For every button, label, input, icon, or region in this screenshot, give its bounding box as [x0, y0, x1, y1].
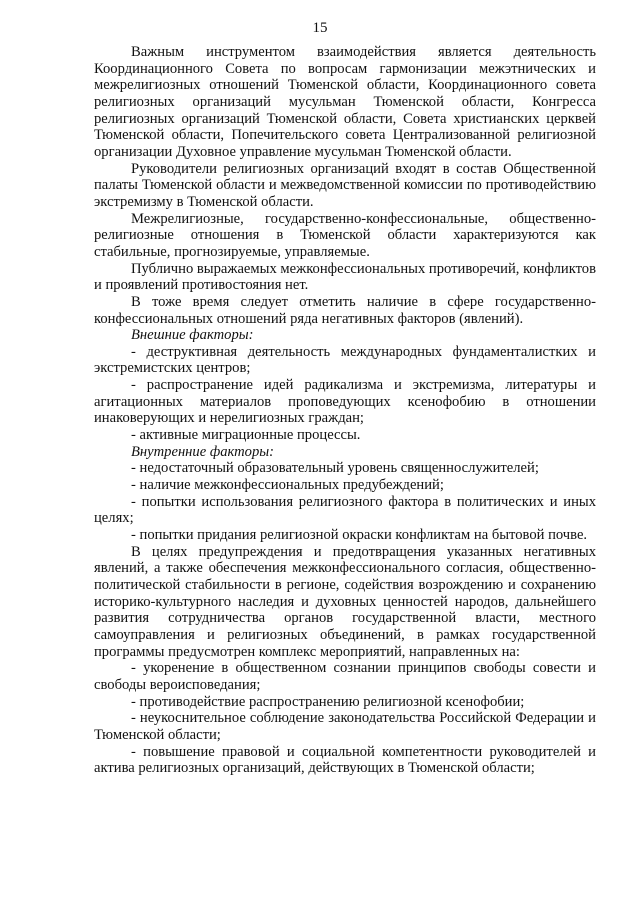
paragraph: Руководители религиозных организаций входят в состав Общественной палаты Тюменской области и межведомственной комиссии по противодействию экстремизму в Тюменской области. — [94, 160, 596, 210]
list-item: - недостаточный образовательный уровень священнослужителей; — [131, 460, 539, 477]
list-item: - наличие межконфессиональных предубеждений; — [131, 477, 444, 494]
list-item: - активные миграционные процессы. — [131, 427, 361, 444]
list-item: - попытки придания религиозной окраски конфликтам на бытовой почве. — [131, 527, 588, 544]
list-item: - повышение правовой и социальной компетентности руководителей и актива религиозных организаций, действующих в Тюменской области; — [94, 743, 596, 777]
list-item: - попытки использования религиозного фактора в политических и иных целях; — [94, 493, 596, 527]
list-item: - укоренение в общественном сознании принципов свободы совести и свободы вероисповедания; — [94, 660, 596, 693]
section-heading-internal-factors: Внутренние факторы: — [131, 443, 275, 460]
paragraph: В целях предупреждения и предотвращения указанных негативных явлений, а также обеспечения межконфессионального согласия, общественно-политической стабильности в регионе, содействия возрождению и сохранению историко-культурного наследия и духовных ценностей народов, дальнейшего развития сотрудничества органов государственной власти, местного самоуправления и религиозных объединений, в рамках государственной программы предусмотрен комплекс мероприятий, направленных на: — [94, 543, 596, 660]
paragraph: Публично выражаемых межконфессиональных противоречий, конфликтов и проявлений противостояния нет. — [94, 260, 596, 294]
list-item: - противодействие распространению религиозной ксенофобии; — [131, 693, 525, 710]
list-item: - распространение идей радикализма и экстремизма, литературы и агитационных материалов проповедующих ксенофобию в отношении инаковерующих и нерелигиозных граждан; — [94, 377, 596, 427]
paragraph: Межрелигиозные, государственно-конфессиональные, общественно-религиозные отношения в Тюменской области характеризуются как стабильные, прогнозируемые, управляемые. — [94, 210, 596, 260]
section-heading-external-factors: Внешние факторы: — [131, 327, 254, 344]
paragraph: В тоже время следует отметить наличие в сфере государственно-конфессиональных отношений ряда негативных факторов (явлений). — [94, 293, 596, 327]
document-body — [94, 44, 596, 777]
page-number: 15 — [312, 20, 328, 36]
list-item: - деструктивная деятельность международных фундаменталистких и экстремистских центров; — [94, 343, 596, 377]
list-item: - неукоснительное соблюдение законодательства Российской Федерации и Тюменской области; — [94, 710, 596, 743]
paragraph: Важным инструментом взаимодействия является деятельность Координационного Совета по вопросам гармонизации межэтнических и межрелигиозных отношений Тюменской области, Координационного совета религиозных организаций мусульман Тюменской области, Конгресса религиозных организаций Тюменской области, Совета христианских церквей Тюменской области, Попечительского совета Централизованной религиозной организации Духовное управление мусульман Тюменской области. — [94, 44, 596, 160]
